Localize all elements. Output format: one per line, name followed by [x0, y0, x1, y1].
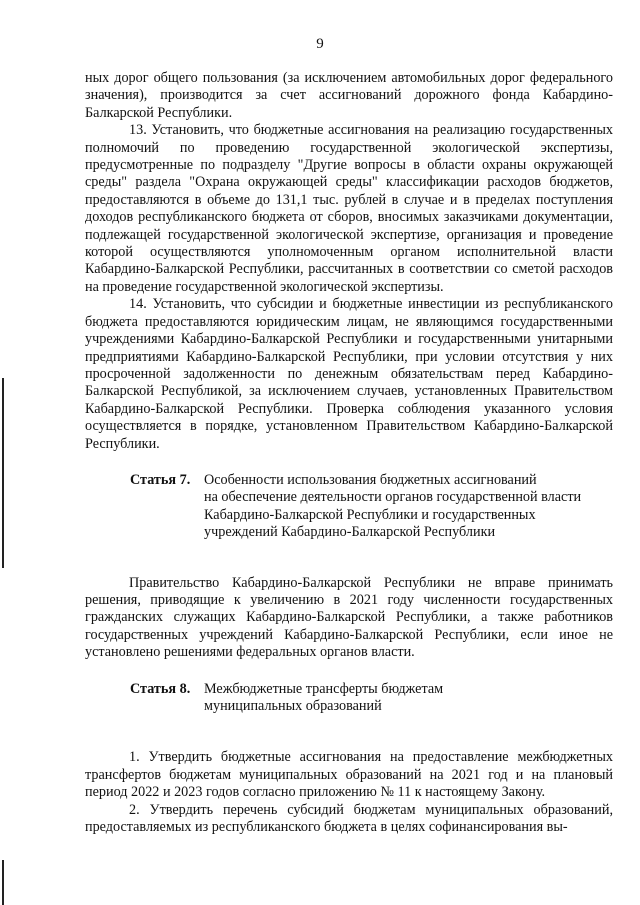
page-number: 9 [316, 36, 324, 52]
article-8-heading [85, 681, 613, 716]
article-7-title-line: учреждений Кабардино-Балкарской Республики [204, 524, 496, 541]
paragraph-8-2: 2. Утвердить перечень субсидий бюджетам муниципальных образований, предоставляемых из республиканского бюджета в целях софинансирования вы- [85, 801, 613, 836]
article-7-title-line: на обеспечение деятельности органов государственной власти [204, 489, 582, 506]
article-8-title-line: Межбюджетные трансферты бюджетам [204, 680, 444, 697]
article-7-title-line: Кабардино-Балкарской Республики и государственных [204, 506, 536, 523]
paragraph-article-7: Правительство Кабардино-Балкарской Республики не вправе принимать решения, приводящие к увеличению в 2021 году численности государственных гражданских служащих Кабардино-Балкарской Республики, а также работников государственных учреждений Кабардино-Балкарской Республики, если иное не установлено решениями федеральных органов власти. [85, 574, 613, 661]
article-8-title [200, 681, 443, 716]
article-8-title-line: муниципальных образований [204, 698, 382, 714]
article-7-title [200, 472, 581, 542]
article-7-heading [85, 472, 613, 542]
paragraph-continuation: ных дорог общего пользования (за исключением автомобильных дорог федерального значения), производится за счет ассигнований дорожного фонда Кабардино-Балкарской Республики. [85, 70, 613, 121]
article-7-title-line: Особенности использования бюджетных ассигнований [204, 471, 537, 488]
document-body [85, 70, 613, 836]
paragraph-8-1: 1. Утвердить бюджетные ассигнования на предоставление межбюджетных трансфертов бюджетам муниципальных образований на 2021 год и на плановый период 2022 и 2023 годов согласно приложению № 11 к настоящему Закону. [85, 749, 613, 801]
article-7-label: Статья 7. [130, 471, 191, 488]
article-8-label: Статья 8. [130, 680, 191, 697]
paragraph-13: 13. Установить, что бюджетные ассигнования на реализацию государственных полномочий по проведению государственной экологической экспертизы, предусмотренные по подразделу "Другие вопросы в области охраны окружающей среды" раздела "Охрана окружающей среды" классификации расходов бюджетов, предоставляются в объеме до 131,1 тыс. рублей в случае и в пределах поступления доходов республиканского бюджета от сборов, вносимых заказчиками документации, подлежащей государственной экологической экспертизе, организация и проведение которой осуществляются уполномоченным органом исполнительной власти Кабардино-Балкарской Республики, рассчитанных в соответствии со сметой расходов на проведение государственной экологической экспертизы. [85, 122, 613, 295]
paragraph-14: 14. Установить, что субсидии и бюджетные инвестиции из республиканского бюджета предоставляются юридическим лицам, не являющимся государственными учреждениями Кабардино-Балкарской Республики и государственными унитарными предприятиями Кабардино-Балкарской Республики, при условии отсутствия у них просроченной задолженности по денежным обязательствам перед Кабардино-Балкарской Республикой, за исключением случаев, установленных Правительством Кабардино-Балкарской Республики. Проверка соблюдения указанного условия осуществляется в порядке, установленном Правительством Кабардино-Балкарской Республики. [85, 296, 613, 452]
margin-mark [2, 378, 4, 568]
margin-mark [2, 860, 4, 905]
